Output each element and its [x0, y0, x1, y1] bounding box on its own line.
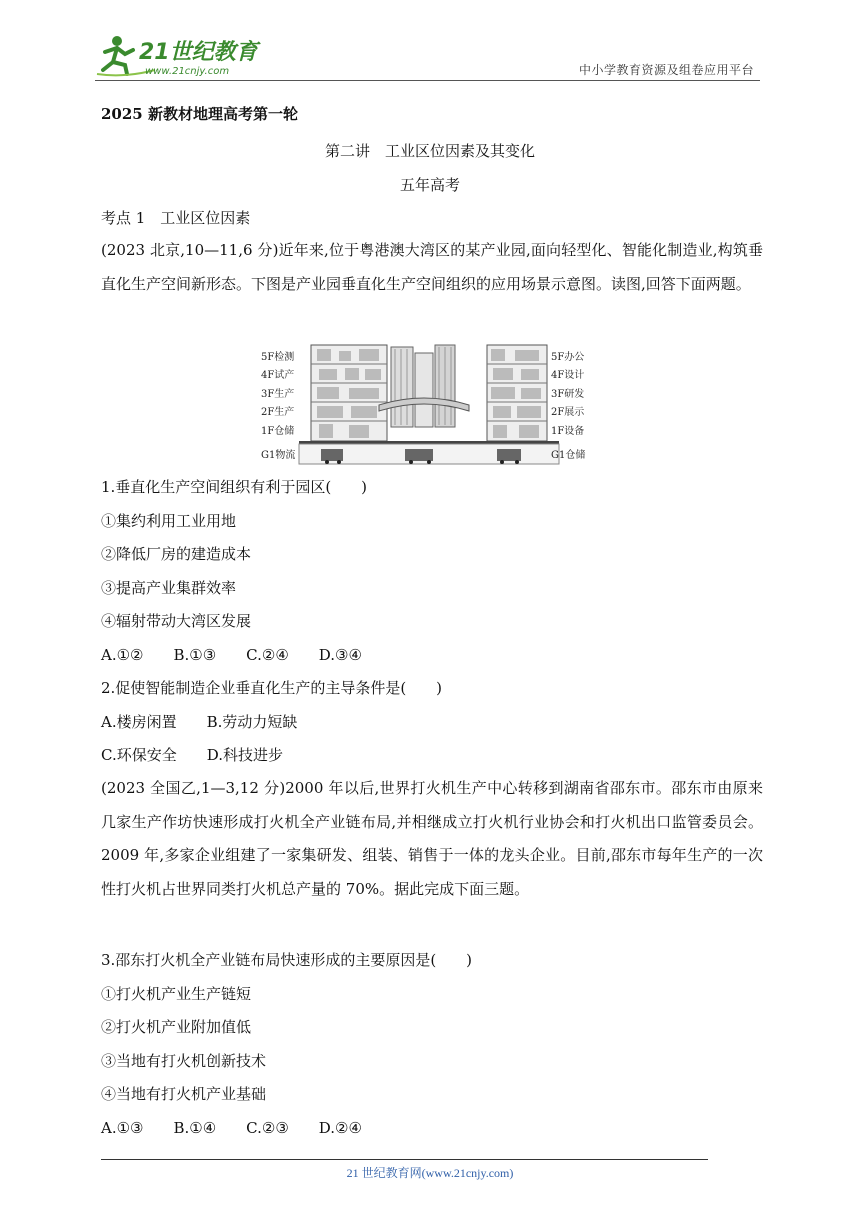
q1-option-3: ③提高产业集群效率 [101, 579, 237, 597]
q2-choices-row-2: C.环保安全 D.科技进步 [101, 746, 283, 764]
floor-label-left-g1: G1物流 [261, 450, 296, 461]
floor-label-right-2f: 2F展示 [551, 407, 585, 418]
vertical-production-figure [259, 339, 591, 466]
floor-label-left-2f: 2F生产 [261, 407, 295, 418]
q1-stem: 1.垂直化生产空间组织有利于园区( ) [101, 478, 368, 496]
brand-logo [95, 32, 275, 78]
runner-logo-icon [95, 32, 275, 78]
floor-label-right-4f: 4F设计 [551, 370, 585, 381]
series-title: 2025 新教材地理高考第一轮 [101, 105, 298, 123]
svg-text:www.21cnjy.com: www.21cnjy.com [145, 66, 230, 77]
svg-text:21世纪教育: 21世纪教育 [139, 40, 258, 65]
question-intro-2: (2023 全国乙,1—3,12 分)2000 年以后,世界打火机生产中心转移到湖南省邵东市。邵东市由原来几家生产作坊快速形成打火机全产业链布局,并相继成立打火机行业协会和打火机出口监管委员会。2009 年,多家企业组建了一家集研发、组装、销售于一体的龙头企业。目前,邵东市每年生产的一次性打火机占世界同类打火机总产量的 70%。据此完成下面三题。 [101, 779, 763, 898]
q3-choices: A.①③ B.①④ C.②③ D.②④ [101, 1119, 362, 1137]
floor-label-right-5f: 5F办公 [551, 352, 585, 363]
q2-stem: 2.促使智能制造企业垂直化生产的主导条件是( ) [101, 679, 443, 697]
topic-label: 考点 1 工业区位因素 [101, 209, 251, 227]
q3-option-3: ③当地有打火机创新技术 [101, 1052, 267, 1070]
floor-label-left-4f: 4F试产 [261, 370, 295, 381]
q3-option-4: ④当地有打火机产业基础 [101, 1085, 267, 1103]
footer-link[interactable]: 21 世纪教育网(www.21cnjy.com) [346, 1166, 514, 1180]
q2-choices-row-1: A.楼房闲置 B.劳动力短缺 [101, 713, 298, 731]
footer-divider [101, 1159, 708, 1160]
question-intro-1: (2023 北京,10—11,6 分)近年来,位于粤港澳大湾区的某产业园,面向轻型化、智能化制造业,构筑垂直化生产空间新形态。下图是产业园垂直化生产空间组织的应用场景示意图。读图,回答下面两题。 [101, 241, 763, 293]
floor-label-left-5f: 5F检测 [261, 352, 295, 363]
q1-option-4: ④辐射带动大湾区发展 [101, 612, 252, 630]
page-header [95, 32, 760, 82]
floor-label-right-g1: G1仓储 [551, 450, 586, 461]
q1-option-1: ①集约利用工业用地 [101, 512, 237, 530]
floor-label-left-1f: 1F仓储 [261, 426, 295, 437]
section-title: 五年高考 [399, 176, 460, 194]
q1-choices: A.①② B.①③ C.②④ D.③④ [101, 646, 362, 664]
floor-label-left-3f: 3F生产 [261, 389, 295, 400]
platform-tagline: 中小学教育资源及组卷应用平台 [578, 63, 754, 77]
q3-option-1: ①打火机产业生产链短 [101, 985, 252, 1003]
floor-label-right-1f: 1F设备 [551, 426, 585, 437]
lesson-title: 第二讲 工业区位因素及其变化 [324, 142, 535, 160]
floor-label-right-3f: 3F研发 [551, 389, 585, 400]
q3-option-2: ②打火机产业附加值低 [101, 1018, 252, 1036]
q3-stem: 3.邵东打火机全产业链布局快速形成的主要原因是( ) [101, 951, 473, 969]
factory-illustration [259, 339, 591, 466]
q1-option-2: ②降低厂房的建造成本 [101, 545, 252, 563]
header-divider [95, 80, 760, 81]
